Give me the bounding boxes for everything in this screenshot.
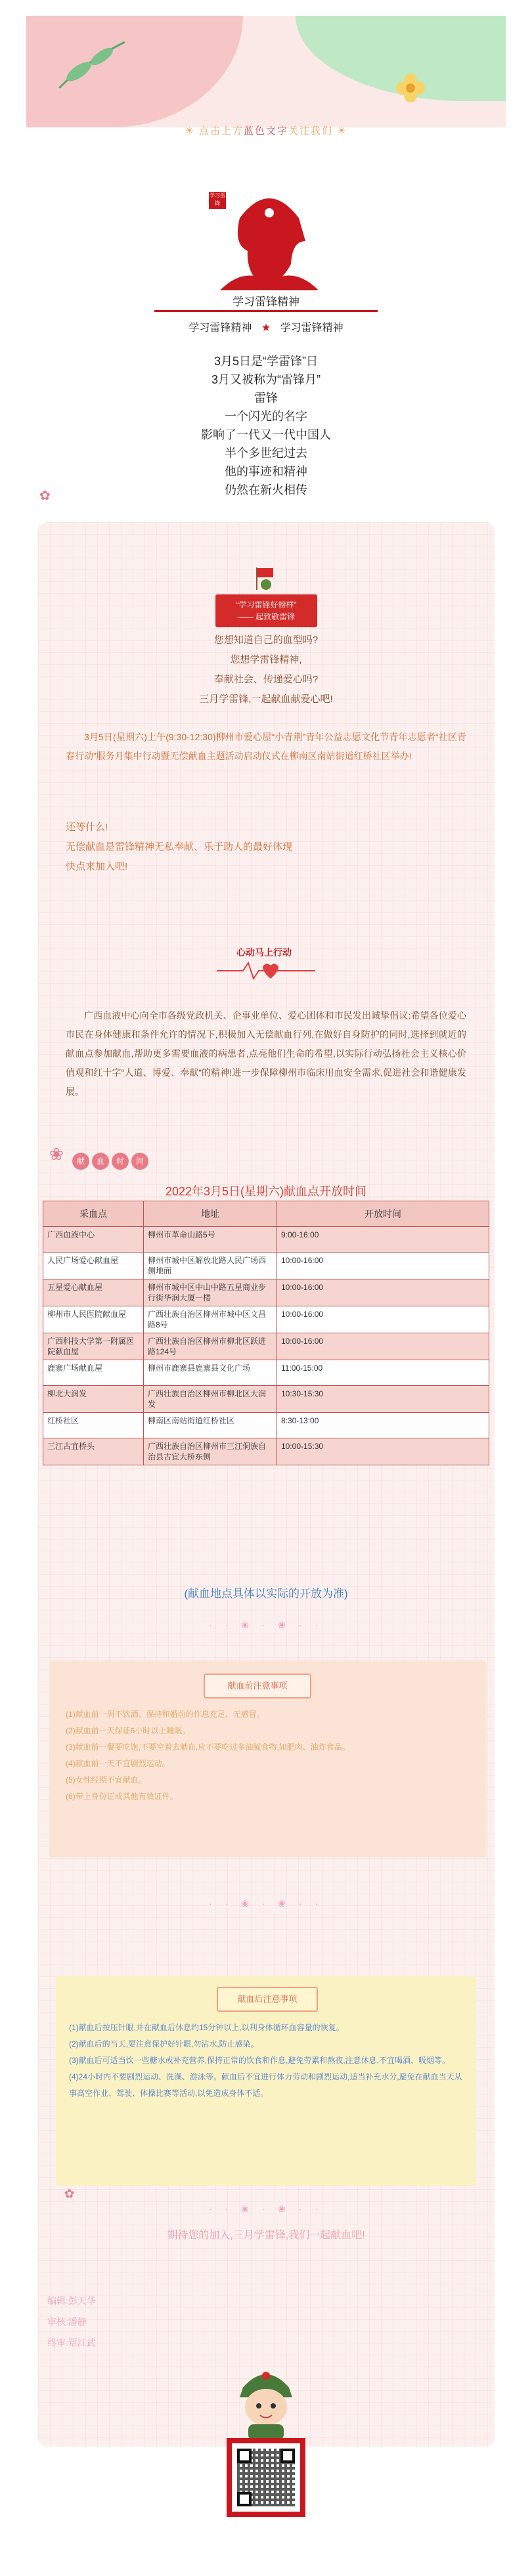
table-cell: 广西科技大学第一附属医院献血屋 [43, 1333, 144, 1360]
credit-line: 审核:潘静 [47, 2317, 87, 2327]
poem-line: 他的事迹和精神 [225, 465, 307, 478]
table-cell: 广西壮族自治区柳州市柳北区大润发 [144, 1386, 277, 1413]
qr-code[interactable] [227, 2438, 305, 2517]
section-tabs [72, 1153, 151, 1170]
leaf-icon [53, 35, 131, 95]
table-cell: 11:00-15:00 [277, 1360, 489, 1386]
table-cell: 10:00-16:00 [277, 1333, 489, 1360]
follow-highlight[interactable]: 蓝色文字 [243, 125, 288, 137]
table-row [43, 1306, 489, 1333]
sun-icon: ☀ [337, 125, 347, 137]
dot-divider: · · ❀ · ❀ · · [208, 2204, 324, 2214]
call-line: 快点来加入吧! [66, 861, 128, 872]
table-cell: 红桥社区 [43, 1413, 144, 1438]
credit-line: 终审:覃江武 [47, 2338, 96, 2348]
table-header-row [43, 1201, 489, 1227]
dot-divider: · · ❀ · ❀ · · [208, 1620, 324, 1630]
table-cell: 三江古宜桥头 [43, 1438, 144, 1465]
table-cell: 广西壮族自治区柳州市柳北区跃进路124号 [144, 1333, 277, 1360]
poem-line: 一个闪光的名字 [225, 410, 307, 423]
red-divider [154, 310, 378, 312]
intro-lines [0, 631, 532, 709]
poem-line: 半个多世纪过去 [225, 447, 307, 460]
lei-feng-portrait [213, 179, 325, 292]
schedule-table [43, 1201, 489, 1465]
appeal-paragraph: 广西血液中心向全市各级党政机关、企事业单位、爱心团体和市民发出诚挚倡议:希望各位爱心市民在身体健康和条件允许的情况下,积极加入无偿献血行列,在做好自身防护的同时,选择到就近的献血点参加献血,帮助更多需要血液的病患者,点亮他们生命的希望,以实际行动弘扬社会主义核心价值观和红十字“人道、博爱、奉献”的精神!进一步保障柳州市临床用血安全需求,促进社会和谐健康发展。 [66, 1010, 466, 1097]
flower-icon [391, 68, 430, 108]
table-cell: 柳州市城中区中山中路五星商业步行街华润大厦一楼 [144, 1279, 277, 1306]
intro-line: 奉献社会、传递爱心吗? [213, 674, 319, 685]
intro-line: 三月学雷锋,一起献血献爱心吧! [199, 694, 333, 705]
table-cell: 柳州市革命山路5号 [144, 1227, 277, 1253]
table-header: 采血点 [43, 1201, 144, 1227]
note-item: (6)带上身份证或其他有效证件。 [66, 1792, 178, 1801]
table-row [43, 1413, 489, 1438]
follow-prefix: 点击上方 [198, 125, 244, 137]
note-item: (3)献血后可适当饮一些糖水或补充营养,保持正常的饮食和作息,避免劳累和熬夜,注意休息,不宜喝酒、吸烟等。 [69, 2056, 451, 2065]
tab-label: 间 [131, 1153, 148, 1170]
note-item: (5)女性经期不宜献血。 [66, 1775, 146, 1785]
flower-icon: ✿ [39, 489, 51, 503]
follow-suffix: 关注我们 [288, 125, 334, 137]
pre-donation-title: 献血前注意事项 [204, 1674, 311, 1699]
table-cell: 9:00-16:00 [277, 1227, 489, 1253]
table-cell: 鹿寨广场献血屋 [43, 1360, 144, 1386]
follow-prompt[interactable] [0, 123, 532, 137]
note-item: (4)献血前一天不宜剧烈运动。 [66, 1759, 170, 1768]
heart-title: 心动马上行动 [236, 947, 292, 958]
table-cell: 10:00-16:00 [277, 1253, 489, 1279]
table-row [43, 1279, 489, 1306]
post-donation-list [69, 2020, 463, 2102]
table-cell: 柳州市城中区解放北路人民广场西侧地面 [144, 1253, 277, 1279]
intro-line: 您想学雷锋精神, [230, 654, 302, 665]
table-cell: 10:00-16:00 [277, 1279, 489, 1306]
table-header: 地址 [144, 1201, 277, 1227]
table-cell: 柳州市人民医院献血屋 [43, 1306, 144, 1333]
star-icon: ★ [261, 322, 271, 334]
note-item: (3)献血前一餐要吃饱,不要空着去献血,应不要吃过多油腻食物,如肥肉、油炸食品。 [66, 1743, 350, 1752]
pre-donation-list [66, 1706, 350, 1805]
table-cell: 10:00-16:00 [277, 1306, 489, 1333]
event-paragraph: 3月5日(星期六)上午(9:30-12:30)柳州市爱心屋“小青荆”青年公益志愿文化节青年志愿者“社区青春行动”服务月集中行动暨无偿献血主题活动启动仪式在柳南区南站街道红桥社区举办! [66, 732, 466, 761]
table-cell: 五星爱心献血屋 [43, 1279, 144, 1306]
table-row [43, 1386, 489, 1413]
poem-line: 影响了一代又一代中国人 [201, 428, 331, 441]
table-cell: 柳北大润发 [43, 1386, 144, 1413]
table-cell: 10:00-15:30 [277, 1438, 489, 1465]
banner-line1: “学习雷锋好榜样” [236, 600, 297, 610]
table-cell: 广西血液中心 [43, 1227, 144, 1253]
table-row [43, 1360, 489, 1386]
credit-line: 编辑:彭天华 [47, 2296, 96, 2306]
subheading-right: 学习雷锋精神 [280, 322, 344, 334]
poem-line: 3月5日是“学雷锋”日 [213, 355, 318, 368]
table-note: (献血地点具体以实际的开放为准) [184, 1588, 348, 1600]
post-donation-title: 献血后注意事项 [217, 1987, 318, 2012]
qr-finder [237, 2492, 252, 2506]
note-item: (2)献血后的当天,要注意保护好针眼,勿沾水,防止感染。 [69, 2039, 259, 2049]
subheading-left: 学习雷锋精神 [188, 322, 252, 334]
table-cell: 柳州市鹿寨县鹿寨县文化广场 [144, 1360, 277, 1386]
slogan-banner [215, 594, 317, 627]
table-row [43, 1333, 489, 1360]
poem-line: 仍然在新火相传 [225, 483, 307, 497]
note-item: (4)24小时内不要剧烈运动、洗澡、游泳等。献血后不宜进行体力劳动和剧烈运动,适当补充水分,避免在献血当天从事高空作业、驾驶、体操比赛等活动,以免造成身体不适。 [69, 2072, 462, 2098]
soldier-mascot-icon [230, 2361, 302, 2440]
tab-label: 时 [112, 1153, 129, 1170]
table-cell: 广西壮族自治区柳州市三江侗族自治县古宜大桥东侧 [144, 1438, 277, 1465]
dot-divider: · · ❀ · ❀ · · [208, 1898, 324, 1909]
table-cell: 人民广场爱心献血屋 [43, 1253, 144, 1279]
table-row [43, 1438, 489, 1465]
poem [0, 352, 532, 499]
tab-label: 血 [92, 1153, 109, 1170]
sun-icon: ☀ [185, 125, 195, 137]
note-item: (2)献血前一天保证6小时以上睡眠。 [66, 1726, 190, 1735]
intro-line: 您想知道自己的血型吗? [213, 634, 319, 646]
qr-finder [237, 2449, 252, 2463]
heartbeat-icon [217, 958, 315, 984]
header-decoration [26, 16, 506, 127]
poem-line: 3月又被称为“雷锋月” [211, 373, 321, 386]
table-cell: 10:30-15:30 [277, 1386, 489, 1413]
qr-finder [280, 2449, 295, 2463]
flower-icon: ✿ [64, 2187, 75, 2200]
table-header: 开放时间 [277, 1201, 489, 1227]
poem-line: 雷锋 [254, 391, 278, 405]
flag-icon [253, 565, 279, 591]
subheading [0, 319, 532, 334]
note-item: (1)献血前一周不饮酒、保持和婚前的作息充足、无感冒。 [66, 1710, 265, 1719]
table-row [43, 1227, 489, 1253]
portrait-caption: 学习雷锋精神 [233, 296, 299, 308]
table-row [43, 1253, 489, 1279]
table-cell: 8:30-13:00 [277, 1413, 489, 1438]
tab-label: 献 [72, 1153, 89, 1170]
call-line: 还等什么! [66, 822, 108, 833]
flower-icon: ❀ [49, 1144, 64, 1164]
red-seal: 学习雷锋 [209, 192, 226, 209]
table-cell: 柳南区南站街道红桥社区 [144, 1413, 277, 1438]
closing-text: 期待您的加入,三月学雷锋,我们一起献血吧! [167, 2230, 365, 2241]
call-line: 无偿献血是雷锋精神无私奉献、乐于助人的最好体现 [66, 841, 293, 853]
table-title: 2022年3月5日(星期六)献血点开放时间 [165, 1185, 367, 1198]
credits [47, 2290, 96, 2353]
banner-line2: —— 起致敬雷锋 [237, 612, 296, 621]
call-lines [66, 818, 292, 877]
note-item: (1)献血后按压针眼,并在献血后休息约15分钟以上,以利身体循环血容量的恢复。 [69, 2023, 344, 2032]
table-cell: 广西壮族自治区柳州市城中区文昌路8号 [144, 1306, 277, 1333]
